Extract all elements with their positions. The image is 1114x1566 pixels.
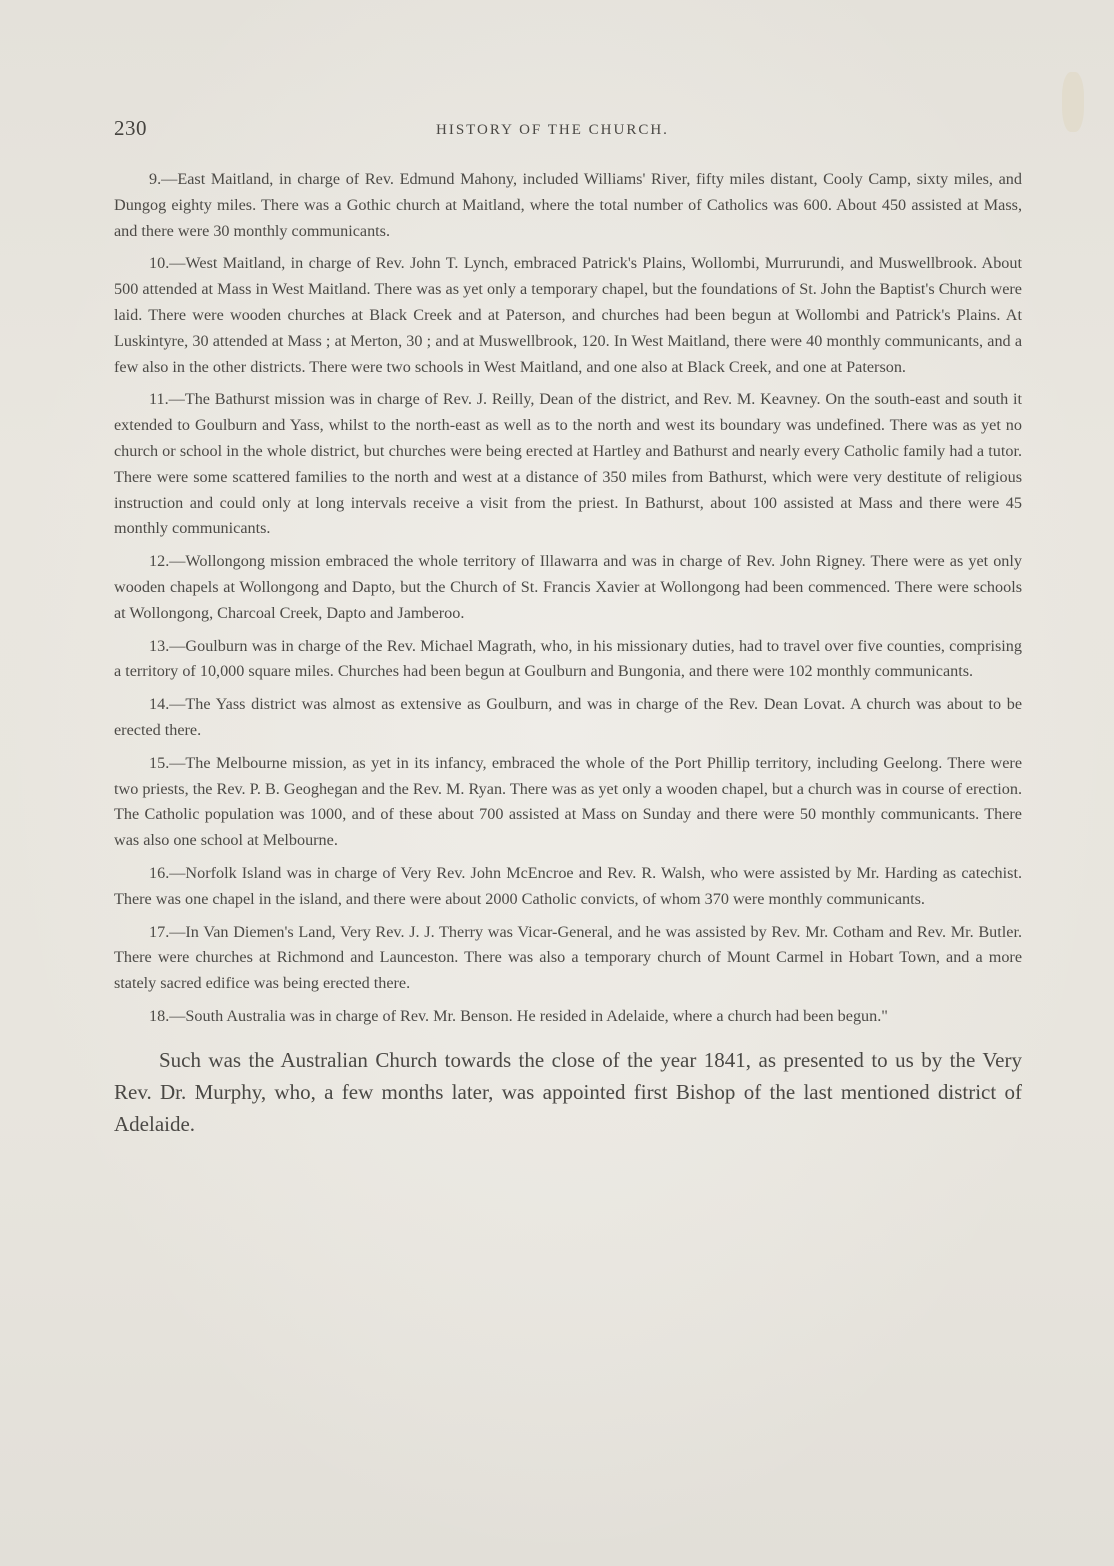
paragraph-10: 10.—West Maitland, in charge of Rev. John T. Lynch, embraced Patrick's Plains, Wollombi, Murrurundi, and Muswellbrook. About 500 attended at Mass in West Maitland. There was as yet only a temporary chapel, but the foundations of St. John the Baptist's Church were laid. There were wooden churches at Black Creek and at Paterson, and churches had been begun at Wollombi and Patrick's Plains. At Luskintyre, 30 attended at Mass ; at Merton, 30 ; and at Muswellbrook, 120. In West Maitland, there were 40 monthly communicants, and a few also in the other districts. There were two schools in West Maitland, and one also at Black Creek, and one at Paterson. — [114, 254, 1022, 376]
paragraph-18: 18.—South Australia was in charge of Rev. Mr. Benson. He resided in Adelaide, where a church had been begun." — [149, 1006, 888, 1025]
page-header — [114, 116, 1024, 146]
paragraph-9: 9.—East Maitland, in charge of Rev. Edmund Mahony, included Williams' River, fifty miles distant, Cooly Camp, sixty miles, and Dungog eighty miles. There was a Gothic church at Maitland, where the total number of Catholics was 600. About 450 assisted at Mass, and there were 30 monthly communicants. — [114, 170, 1022, 240]
closing-paragraph: Such was the Australian Church towards the close of the year 1841, as presented to us by the Very Rev. Dr. Murphy, who, a few months later, was appointed first Bishop of the last mentioned district of Adelaide. — [114, 1047, 1022, 1136]
paragraph-16: 16.—Norfolk Island was in charge of Very Rev. John McEncroe and Rev. R. Walsh, who were assisted by Mr. Harding as catechist. There was one chapel in the island, and there were about 2000 Catholic convicts, of whom 370 were monthly communicants. — [114, 863, 1022, 908]
paragraph-17: 17.—In Van Diemen's Land, Very Rev. J. J. Therry was Vicar-General, and he was assisted by Rev. Mr. Cotham and Rev. Mr. Butler. There were churches at Richmond and Launceston. There was also a temporary church of Mount Carmel in Hobart Town, and a more stately sacred edifice was being erected there. — [114, 922, 1022, 993]
running-head: HISTORY OF THE CHURCH. — [436, 122, 669, 138]
paragraph-14: 14.—The Yass district was almost as extensive as Goulburn, and was in charge of the Rev. Dean Lovat. A church was about to be erected there. — [114, 695, 1022, 739]
paper-stain — [1062, 72, 1084, 132]
paragraph-15: 15.—The Melbourne mission, as yet in its infancy, embraced the whole of the Port Phillip territory, including Geelong. There were two priests, the Rev. P. B. Geoghegan and the Rev. M. Ryan. There was as yet only a wooden chapel, but a church was in course of erection. The Catholic population was 1000, and of these about 700 assisted at Mass on Sunday and there were 50 monthly communicants. There was also one school at Melbourne. — [114, 753, 1022, 850]
paragraph-13: 13.—Goulburn was in charge of the Rev. Michael Magrath, who, in his missionary duties, had to travel over five counties, comprising a territory of 10,000 square miles. Churches had been begun at Goulburn and Bungonia, and there were 102 monthly communicants. — [114, 636, 1022, 681]
body-text — [114, 167, 1022, 1147]
page-number: 230 — [114, 116, 147, 140]
paragraph-11: 11.—The Bathurst mission was in charge of Rev. J. Reilly, Dean of the district, and Rev. M. Keavney. On the south-east and south it extended to Goulburn and Yass, whilst to the north-east as well as to the north and west its boundary was undefined. There was as yet no church or school in the whole district, but churches were being erected at Hartley and Bathurst and nearly every Catholic family had a tutor. There were some scattered families to the north and west at a distance of 350 miles from Bathurst, which were very destitute of religious instruction and could only at long intervals receive a visit from the priest. In Bathurst, about 100 assisted at Mass and there were 45 monthly communicants. — [114, 390, 1022, 538]
paragraph-12: 12.—Wollongong mission embraced the whole territory of Illawarra and was in charge of Rev. John Rigney. There were as yet only wooden chapels at Wollongong and Dapto, but the Church of St. Francis Xavier at Wollongong had been commenced. There were schools at Wollongong, Charcoal Creek, Dapto and Jamberoo. — [114, 552, 1022, 622]
